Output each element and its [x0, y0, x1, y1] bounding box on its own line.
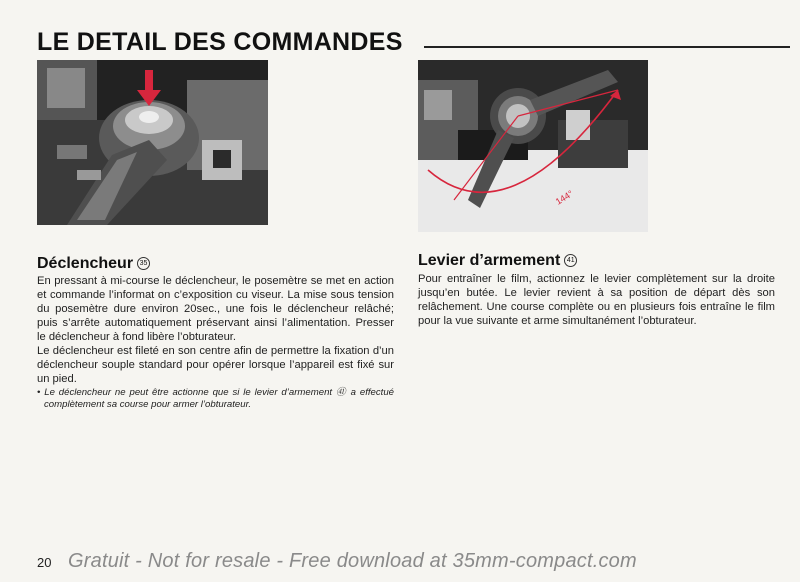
angle-label: 144° — [553, 188, 575, 207]
paragraph: Le déclencheur est fileté en son centre afin de permettre la fixation d’un déclencheur souple standard pour opérer lorsque l’appareil est fixé sur un pied. — [37, 345, 394, 385]
shutter-release-photo — [37, 60, 268, 225]
advance-lever-photo — [418, 60, 648, 232]
shutter-release-heading — [37, 255, 150, 273]
shutter-release-text — [37, 274, 394, 411]
advance-lever-text — [418, 272, 775, 328]
advance-lever-title: Levier d’armement — [418, 252, 561, 269]
ref-number-badge: 41 — [564, 254, 577, 267]
title-rule — [424, 46, 790, 48]
paragraph: Pour entraîner le film, actionnez le levier complètement sur la droite jusqu’en butée. Le levier revient à sa position de départ dès son relâchement. Une course complète ou en plusieurs fois entraîne le film pour la vue suivante et arme simultanément l’obturateur. — [418, 273, 775, 327]
shutter-release-title: Déclencheur — [37, 255, 134, 272]
page-number: 20 — [37, 555, 52, 570]
advance-lever-heading — [418, 252, 577, 270]
down-arrow-icon — [145, 70, 153, 92]
page-title: LE DETAIL DES COMMANDES — [37, 28, 403, 56]
note: • Le déclencheur ne peut être actionne que si le levier d’armement ㊶ a effectué complètement sa course pour armer l’obturateur. — [37, 387, 394, 410]
ref-number-badge: 35 — [137, 257, 150, 270]
paragraph: En pressant à mi-course le déclencheur, le posemètre se met en action et commande l’informat on c’exposition cu viseur. La mise sous tension du posemètre dure environ 20sec., une fois le déclencheur relâché; puis s’arrête automatiquement préservant ainsi l’alimentation. Presser le déclencheur à fond libère l’obturateur. — [37, 275, 394, 343]
watermark: Gratuit - Not for resale - Free download at 35mm-compact.com — [68, 550, 637, 572]
